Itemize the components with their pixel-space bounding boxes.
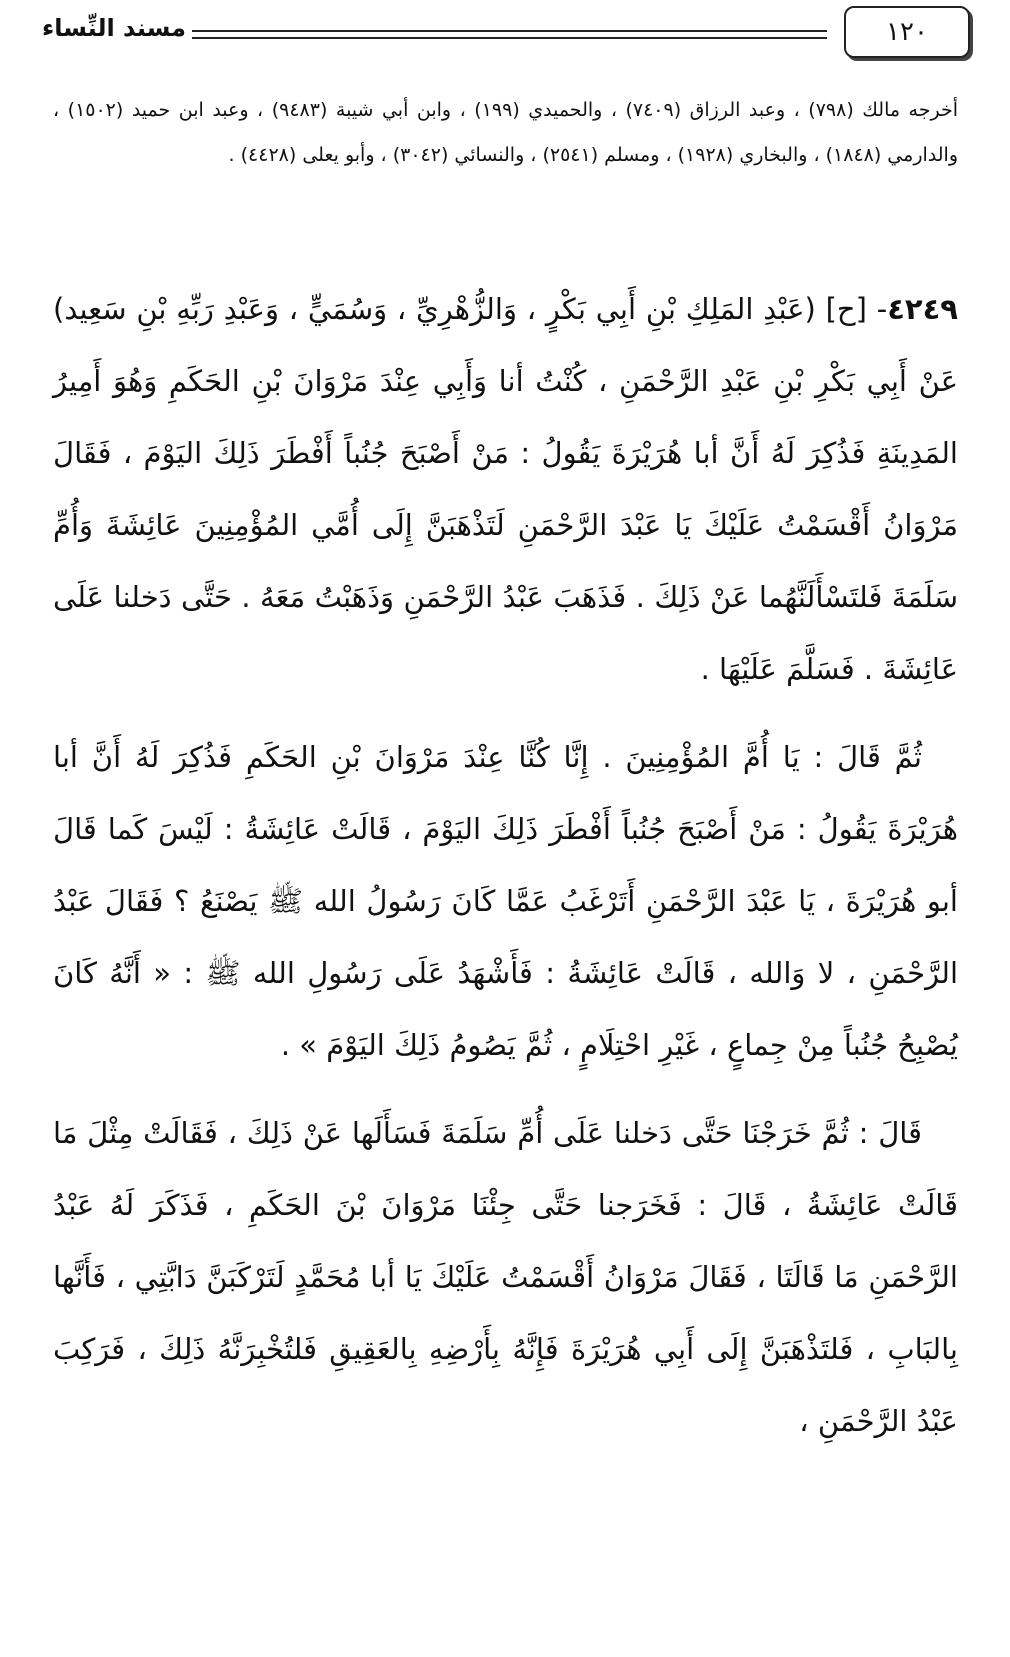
hadith-number: ٤٢٤٩ (887, 292, 958, 326)
main-text (53, 273, 958, 1473)
paragraph-1-text: - [ح] (عَبْدِ المَلِكِ بْنِ أَبِي بَكْرٍ ، وَالزُّهْرِيِّ ، وَسُمَيٍّ ، وَعَبْدِ رَبِّهِ بْنِ سَعِيد) عَنْ أَبِي بَكْرِ بْنِ عَبْدِ الرَّحْمَنِ ، كُنْتُ أنا وَأَبِي عِنْدَ مَرْوَانَ بْنِ الحَكَمِ وَهُوَ أَمِيرُ المَدِينَةِ فَذُكِرَ لَهُ أَنَّ أبا هُرَيْرَةَ يَقُولُ : مَنْ أَصْبَحَ جُنُباً أَفْطَرَ ذَلِكَ اليَوْمَ ، فَقَالَ مَرْوَانُ أَقْسَمْتُ عَلَيْكَ يَا عَبْدَ الرَّحْمَنِ لَتَذْهَبَنَّ إِلَى أُمَّي المُؤْمِنِينَ عَائِشَةَ وَأُمِّ سَلَمَةَ فَلتَسْأَلَنَّهُما عَنْ ذَلِكَ . فَذَهَبَ عَبْدُ الرَّحْمَنِ وَذَهَبْتُ مَعَهُ . حَتَّى دَخلنا عَلَى عَائِشَةَ . فَسَلَّمَ عَلَيْهَا . (53, 292, 958, 686)
header-rule (192, 30, 827, 39)
page-header (0, 0, 1010, 72)
paragraph-1 (53, 273, 958, 705)
paragraph-2: ثُمَّ قَالَ : يَا أُمَّ المُؤْمِنِينَ . إِنَّا كُنَّا عِنْدَ مَرْوَانَ بْنِ الحَكَمِ فَذُكِرَ لَهُ أَنَّ أبا هُرَيْرَةَ يَقُولُ : مَنْ أَصْبَحَ جُنُباً أَفْطَرَ ذَلِكَ اليَوْمَ ، قَالَتْ عَائِشَةُ : لَيْسَ كَما قَالَ أبو هُرَيْرَةَ ، يَا عَبْدَ الرَّحْمَنِ أَتَرْغَبُ عَمَّا كَانَ رَسُولُ الله ﷺ يَصْنَعُ ؟ فَقَالَ عَبْدُ الرَّحْمَنِ ، لا وَالله ، قَالَتْ عَائِشَةُ : فَأَشْهَدُ عَلَى رَسُولِ الله ﷺ : « أَنَّهُ كَانَ يُصْبِحُ جُنُباً مِنْ جِماعٍ ، غَيْرِ احْتِلَامٍ ، ثُمَّ يَصُومُ ذَلِكَ اليَوْمَ » . (53, 740, 958, 1062)
references-text: أخرجه مالك (٧٩٨) ، وعبد الرزاق (٧٤٠٩) ، والحميدي (١٩٩) ، وابن أبي شيبة (٩٤٨٣) ، وعبد ابن حميد (١٥٠٢) ، والدارمي (١٨٤٨) ، والبخاري (١٩٢٨) ، ومسلم (٢٥٤١) ، والنسائي (٣٠٤٢) ، وأبو يعلى (٤٤٢٨) . (53, 99, 958, 166)
page-number: ١٢٠ (844, 6, 970, 58)
running-title: مسند النِّساء (41, 14, 186, 42)
paragraph-3: قَالَ : ثُمَّ خَرَجْنَا حَتَّى دَخلنا عَلَى أُمِّ سَلَمَةَ فَسَأَلَها عَنْ ذَلِكَ ، فَقَالَتْ مِثْلَ مَا قَالَتْ عَائِشَةُ ، قَالَ : فَخَرَجنا حَتَّى جِئْنَا مَرْوَانَ بْنَ الحَكَمِ ، فَذَكَرَ لَهُ عَبْدُ الرَّحْمَنِ مَا قَالَتَا ، فَقَالَ مَرْوَانُ أَقْسَمْتُ عَلَيْكَ يَا أبا مُحَمَّدٍ لَتَرْكَبَنَّ دَابَّتِي ، فَأَنَّها بِالبَابِ ، فَلتَذْهَبَنَّ إِلَى أَبِي هُرَيْرَةَ فَإِنَّهُ بِأَرْضِهِ بِالعَقِيقِ فَلتُخْبِرَنَّهُ ذَلِكَ ، فَرَكِبَ عَبْدُ الرَّحْمَنِ ، (53, 1116, 958, 1438)
references-block (53, 88, 958, 178)
